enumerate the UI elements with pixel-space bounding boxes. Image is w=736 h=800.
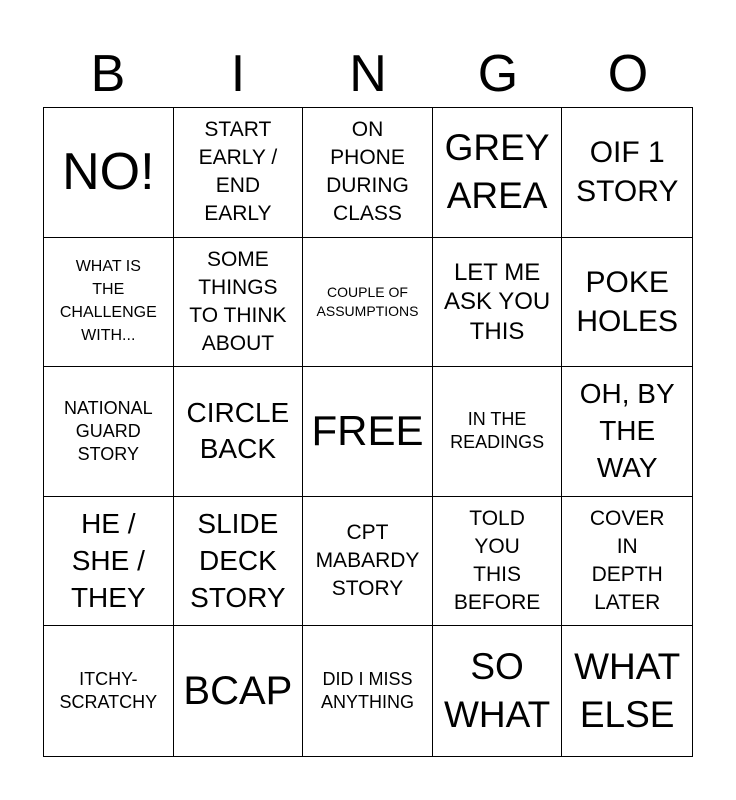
cell-label: ITCHY- SCRATCHY xyxy=(59,669,158,713)
cell-label: LET ME ASK YOU THIS xyxy=(443,258,551,345)
bingo-cell[interactable] xyxy=(44,367,174,497)
bingo-board xyxy=(43,107,693,757)
bingo-cell[interactable] xyxy=(433,238,563,368)
header-letter-g: G xyxy=(477,45,519,103)
cell-label: POKE HOLES xyxy=(576,265,679,338)
bingo-cell[interactable] xyxy=(174,626,304,756)
cell-label: ON PHONE DURING CLASS xyxy=(326,118,409,226)
header-letter-b: B xyxy=(90,45,126,103)
bingo-header xyxy=(43,40,693,108)
bingo-cell[interactable] xyxy=(44,626,174,756)
cell-label: CIRCLE BACK xyxy=(186,396,290,465)
free-space-label: FREE xyxy=(311,407,424,455)
cell-label: HE / SHE / THEY xyxy=(70,507,146,613)
bingo-cell[interactable] xyxy=(562,626,692,756)
cell-label: BCAP xyxy=(183,669,293,714)
header-letter-i: I xyxy=(230,45,246,103)
cell-label: NO! xyxy=(62,142,155,201)
bingo-cell[interactable] xyxy=(433,626,563,756)
cell-label: IN THE READINGS xyxy=(450,409,545,453)
bingo-cell[interactable] xyxy=(303,626,433,756)
cell-label: WHAT ELSE xyxy=(574,646,681,736)
bingo-cell[interactable] xyxy=(562,367,692,497)
cell-label: COUPLE OF ASSUMPTIONS xyxy=(316,284,419,319)
bingo-cell[interactable] xyxy=(433,367,563,497)
bingo-cell[interactable] xyxy=(174,497,304,627)
cell-label: CPT MABARDY STORY xyxy=(315,521,420,601)
cell-label: SO WHAT xyxy=(444,646,551,736)
cell-label: WHAT IS THE CHALLENGE WITH... xyxy=(59,258,157,344)
bingo-cell[interactable] xyxy=(174,238,304,368)
cell-label: SLIDE DECK STORY xyxy=(190,507,286,613)
cell-label: OH, BY THE WAY xyxy=(579,378,675,483)
cell-label: SOME THINGS TO THINK ABOUT xyxy=(189,248,287,355)
cell-label: DID I MISS ANYTHING xyxy=(320,669,414,713)
bingo-cell[interactable] xyxy=(562,238,692,368)
bingo-cell[interactable] xyxy=(303,108,433,238)
bingo-cell[interactable] xyxy=(174,367,304,497)
header-letter-n: N xyxy=(349,45,387,103)
bingo-cell[interactable] xyxy=(44,497,174,627)
free-space-cell[interactable] xyxy=(303,367,433,497)
bingo-cell[interactable] xyxy=(562,497,692,627)
bingo-cell[interactable] xyxy=(44,108,174,238)
cell-label: GREY AREA xyxy=(444,127,550,217)
bingo-cell[interactable] xyxy=(303,238,433,368)
bingo-cell[interactable] xyxy=(174,108,304,238)
bingo-cell[interactable] xyxy=(433,108,563,238)
cell-label: TOLD YOU THIS BEFORE xyxy=(453,507,541,615)
bingo-cell[interactable] xyxy=(562,108,692,238)
cell-label: OIF 1 STORY xyxy=(576,136,679,209)
cell-label: COVER IN DEPTH LATER xyxy=(589,507,665,615)
bingo-cell[interactable] xyxy=(44,238,174,368)
cell-label: START EARLY / END EARLY xyxy=(198,118,278,226)
cell-label: NATIONAL GUARD STORY xyxy=(63,397,153,464)
bingo-cell[interactable] xyxy=(433,497,563,627)
bingo-cell[interactable] xyxy=(303,497,433,627)
header-letter-o: O xyxy=(607,45,649,103)
